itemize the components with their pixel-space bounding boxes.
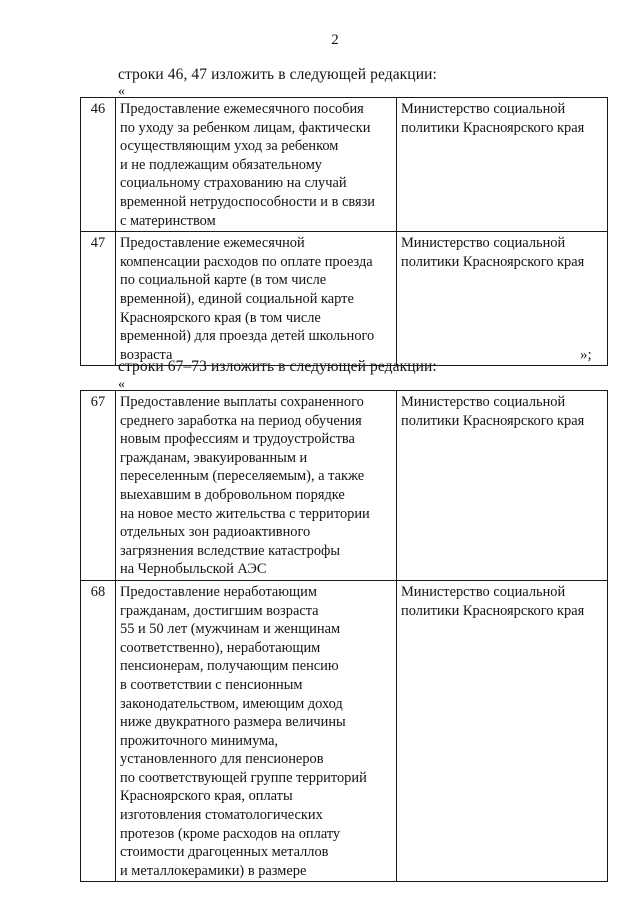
quote-close-mark: »; [580,347,592,363]
description-line: осуществляющим уход за ребенком [120,138,339,155]
row-number: 46 [81,98,116,232]
description-line: протезов (кроме расходов на оплату [120,825,341,842]
section-intro-46-47: строки 46, 47 изложить в следующей редакции: [118,66,437,83]
description-line: прожиточного минимума, [120,732,279,749]
description-line: стоимости драгоценных металлов [120,844,329,861]
description-line: соответственно), неработающим [120,639,321,656]
row-number: 68 [81,580,116,882]
description-line: временной) для проезда детей школьного [120,328,375,345]
description-line: переселенным (переселяемым), а также [120,468,365,485]
page-number: 2 [331,32,339,48]
agency-line: Министерство социальной [401,394,566,410]
description-line: временной нетрудоспособности и в связи [120,193,375,210]
description-line: Красноярского края (в том числе [120,309,321,326]
description-line: 55 и 50 лет (мужчинам и женщинам [120,621,341,638]
description-line: и металлокерамики) в размере [120,862,307,879]
description-line: новым профессиям и трудоустройства [120,431,355,448]
description-line: по уходу за ребенком лицам, фактически [120,119,371,136]
row-description [116,580,397,882]
agency-line: политики Красноярского края [401,119,585,136]
description-line: Предоставление ежемесячного пособия [120,101,364,117]
table-row [81,98,608,232]
description-line: изготовления стоматологических [120,807,323,824]
section-intro-67-73: строки 67–73 изложить в следующей редакции: [118,358,437,375]
description-line: среднего заработка на период обучения [120,412,362,429]
agency-line: политики Красноярского края [401,253,585,270]
table-row [81,232,608,366]
rows-table-67-73 [80,390,608,882]
agency-line: Министерство социальной [401,101,566,117]
description-line: гражданам, эвакуированным и [120,449,308,466]
description-line: загрязнения вследствие катастрофы [120,542,341,559]
row-agency [397,580,608,882]
row-number: 67 [81,391,116,581]
description-line: Красноярского края, оплаты [120,788,293,805]
row-description [116,232,397,366]
row-description [116,391,397,581]
description-line: социальному страхованию на случай [120,175,347,192]
description-line: Предоставление ежемесячной [120,235,305,252]
description-line: в соответствии с пенсионным [120,676,303,693]
table-row [81,391,608,581]
description-line: Предоставление выплаты сохраненного [120,394,364,410]
agency-line: Министерство социальной [401,583,566,600]
quote-open-mark: « [118,377,125,392]
description-line: ниже двукратного размера величины [120,714,346,731]
description-line: и не подлежащим обязательному [120,156,322,173]
description-line: законодательством, имеющим доход [120,695,343,712]
table-row [81,580,608,882]
description-line: на Чернобыльской АЭС [120,561,267,578]
row-agency [397,391,608,581]
description-line: по соответствующей группе территорий [120,769,367,786]
description-line: на новое место жительства с территории [120,505,370,522]
description-line: гражданам, достигшим возраста [120,602,319,619]
row-agency [397,232,608,366]
description-line: установленного для пенсионеров [120,751,324,768]
description-line: по социальной карте (в том числе [120,272,327,289]
description-line: выехавшим в добровольном порядке [120,486,345,503]
agency-line: политики Красноярского края [401,412,585,429]
description-line: временной), единой социальной карте [120,290,354,307]
description-line: Предоставление неработающим [120,583,317,600]
agency-line: Министерство социальной [401,235,566,252]
quote-open-mark: « [118,84,125,99]
description-line: пенсионерам, получающим пенсию [120,658,339,675]
rows-table-46-47 [80,97,608,366]
row-agency [397,98,608,232]
description-line: возраста [120,346,173,363]
row-number: 47 [81,232,116,366]
description-line: отдельных зон радиоактивного [120,524,311,541]
description-line: компенсации расходов по оплате проезда [120,253,373,270]
row-description [116,98,397,232]
description-line: с материнством [120,212,216,229]
agency-line: политики Красноярского края [401,602,585,619]
